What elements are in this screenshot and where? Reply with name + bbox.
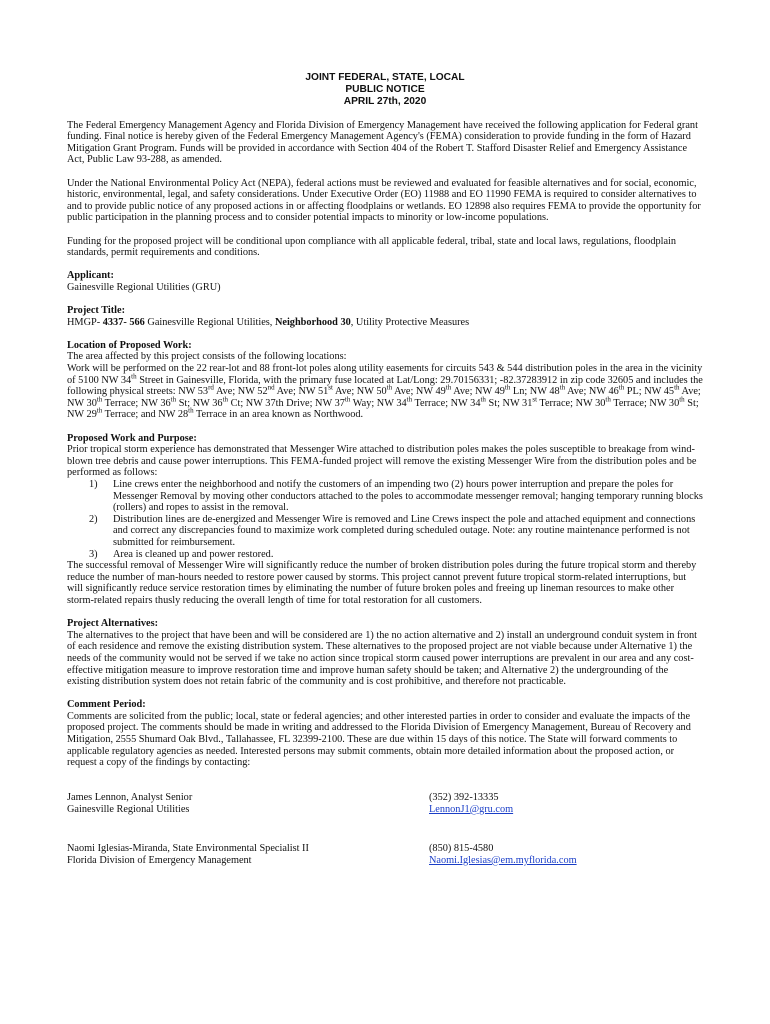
list-item: 2) Distribution lines are de-energized and Messenger Wire is removed and Line Crews inspect the pole and attached equipment and connections and correct any discrepancies found to maximize work completed during scheduled outage. Note: any routine maintenance performed is not submitted for reimbursement. bbox=[89, 513, 696, 548]
intro-paragraph-2: Under the National Environmental Policy Act (NEPA), federal actions must be reviewed and evaluated for feasible alternatives and for social, economic, historic, environmental, legal, and safety considerations. Under Executive Order (EO) 11988 and EO 11990 FEMA is required to consider alternatives to and to provide public notice of any proposed actions in or affecting floodplains or wetlands. EO 12898 also requires FEMA to provide the opportunity for public participation in the planning process and to consider potential impacts to minority or low-income populations. bbox=[67, 177, 701, 224]
contact-org: Gainesville Regional Utilities bbox=[67, 803, 190, 815]
comment-heading: Comment Period: bbox=[67, 699, 146, 711]
contact-email-link[interactable]: LennonJ1@gru.com bbox=[429, 803, 514, 815]
purpose-heading: Proposed Work and Purpose: bbox=[67, 432, 197, 444]
contact-name: James Lennon, Analyst Senior bbox=[67, 792, 193, 804]
alternatives-text: The alternatives to the project that have been and will be considered are 1) the no action alternative and 2) install an underground conduit system in front of each residence and remove the existing distribution system. These alternatives to the proposed project are not viable because under Alternative 1) the needs of the community would not be served if we take no action since tropical storm caused power interruptions are prevalent in our area and any cost-effective mitigation measure to improve restoration time and improve human safety should be taken; and Alternative 2) the undergrounding of the existing distribution system does not retain fabric of the community and is cost prohibitive, and therefore not practicable. bbox=[67, 629, 698, 688]
purpose-steps bbox=[67, 479, 703, 560]
contact-gru bbox=[67, 792, 703, 820]
purpose-outro: The successful removal of Messenger Wire will significantly reduce the number of broken distribution poles during the future tropical storm and thereby reduce the number of man-hours needed to restore power caused by storms. This project cannot prevent future tropical storm-related interruptions, but will significantly reduce service restoration times by eliminating the number of future broken poles and freeing up lineman resources to make other storm-related repairs thusly reducing the overall length of time for total restoration for all customers. bbox=[67, 560, 697, 606]
intro-paragraph-3: Funding for the proposed project will be conditional upon compliance with all applicable federal, tribal, state and local laws, regulations, floodplain standards, permit requirements and conditions. bbox=[67, 235, 677, 259]
project-mid: Gainesville Regional Utilities, bbox=[144, 316, 275, 328]
header-subtitle: PUBLIC NOTICE bbox=[345, 84, 425, 95]
project-title-heading: Project Title: bbox=[67, 305, 126, 317]
notice-document bbox=[67, 72, 703, 871]
list-item: 3) Area is cleaned up and power restored. bbox=[89, 548, 274, 560]
notice-header bbox=[67, 72, 703, 108]
project-suffix: , Utility Protective Measures bbox=[350, 316, 470, 328]
purpose-intro: Prior tropical storm experience has demonstrated that Messenger Wire attached to distribution poles makes the poles susceptible to breakage from wind-blown tree debris and cause power interruptions. This FEMA-funded project will remove the existing Messenger Wire from the distribution poles and be performed as follows: bbox=[67, 444, 697, 479]
applicant-name: Gainesville Regional Utilities (GRU) bbox=[67, 281, 221, 293]
contact-phone: (352) 392-13335 bbox=[429, 792, 499, 804]
list-item: 1) Line crews enter the neighborhood and notify the customers of an impending two (2) hours power interruption and prepare the poles for Messenger Removal by moving other conductors attached to the poles to accommodate messenger removal; hanging temporary running blocks (rollers) and ropes to assist in the removal. bbox=[89, 479, 703, 514]
project-title-text bbox=[67, 317, 703, 329]
project-prefix: HMGP- bbox=[67, 316, 101, 328]
applicant-heading: Applicant: bbox=[67, 270, 114, 282]
header-date: APRIL 27th, 2020 bbox=[343, 96, 427, 107]
contact-org: Florida Division of Emergency Management bbox=[67, 854, 252, 866]
contact-name: Naomi Iglesias-Miranda, State Environmental Specialist II bbox=[67, 843, 309, 855]
comment-text: Comments are solicited from the public; local, state or federal agencies; and other interested parties in order to consider and evaluate the impacts of the proposed project. The comments should be made in writing and addressed to the Florida Division of Emergency Management, Bureau of Recovery and Mitigation, 2555 Shumard Oak Blvd., Tallahassee, FL 32399-2100. These are due within 15 days of this notice. The State will forward comments to applicable regulatory agencies as needed. Interested persons may submit comments, obtain more detailed information about the proposed action, or request a copy of the findings by contacting: bbox=[67, 710, 691, 769]
project-neighborhood: Neighborhood 30 bbox=[274, 316, 351, 328]
contact-phone: (850) 815-4580 bbox=[429, 843, 494, 855]
alternatives-heading: Project Alternatives: bbox=[67, 618, 159, 630]
contact-fdem bbox=[67, 843, 703, 871]
project-number: 4337- 566 bbox=[100, 316, 145, 328]
intro-paragraph-1: The Federal Emergency Management Agency and Florida Division of Emergency Management have received the following application for Federal grant funding. Final notice is hereby given of the Federal Emergency Management Agency's (FEMA) consideration to provide funding in the form of Hazard Mitigation Grant Program. Funds will be provided in accordance with Section 404 of the Robert T. Stafford Disaster Relief and Emergency Assistance Act, Public Law 93-288, as amended. bbox=[67, 119, 698, 166]
location-intro: The area affected by this project consists of the following locations: bbox=[67, 351, 347, 363]
location-description: Work will be performed on the 22 rear-lot and 88 front-lot poles along utility easements for circuits 543 & 544 distribution poles in the area in the vicinity of 5100 NW 34th Street in Gainesville, Florida, with the primary fuse located at Lat/Long: 29.70156331; -82.37283912 in zip code 32605 and includes the following physical streets: NW 53rd Ave; NW 52nd Ave; NW 51st Ave; NW 50th Ave; NW 49th Ave; NW 49th Ln; NW 48th Ave; NW 46th PL; NW 45th Ave; NW 30th Terrace; NW 36th St; NW 36th Ct; NW 37th Drive; NW 37th Way; NW 34th Terrace; NW 34th St; NW 31st Terrace; NW 30th Terrace; NW 30th St; NW 29th Terrace; and NW 28th Terrace in an area known as Northwood. bbox=[67, 363, 703, 421]
contact-email-link[interactable]: Naomi.Iglesias@em.myflorida.com bbox=[429, 854, 577, 866]
header-title: JOINT FEDERAL, STATE, LOCAL bbox=[305, 72, 465, 83]
location-heading: Location of Proposed Work: bbox=[67, 339, 192, 351]
